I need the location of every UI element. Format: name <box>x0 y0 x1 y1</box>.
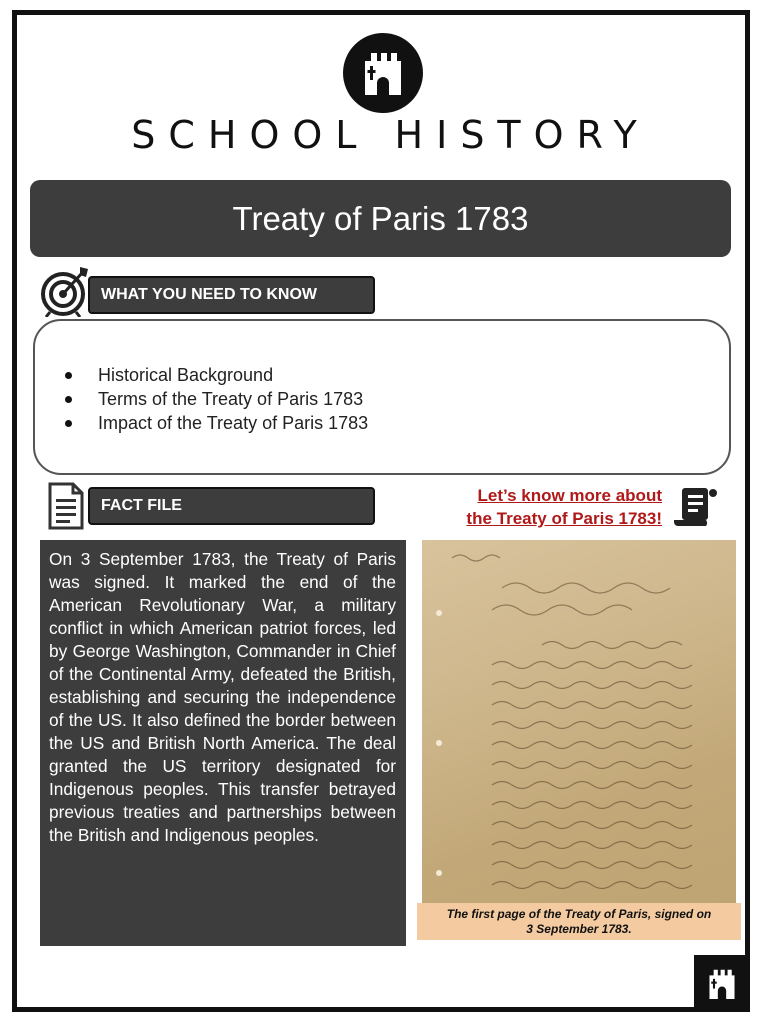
what-you-need-to-know-heading <box>88 276 375 314</box>
treaty-document-image <box>422 540 736 906</box>
footer-logo <box>694 955 750 1012</box>
learn-more-line2: the Treaty of Paris 1783! <box>466 509 662 528</box>
scroll-icon <box>672 486 718 528</box>
document-icon <box>47 481 85 531</box>
list-item: Terms of the Treaty of Paris 1783 <box>65 387 368 411</box>
list-item: Historical Background <box>65 363 368 387</box>
caption-line1: The first page of the Treaty of Paris, signed on <box>446 906 712 921</box>
castle-icon <box>361 49 405 95</box>
section-heading-label: FACT FILE <box>101 497 182 514</box>
page-title <box>30 180 731 257</box>
target-icon <box>40 265 90 317</box>
image-caption <box>417 903 741 940</box>
learn-more-link[interactable] <box>420 484 662 530</box>
need-to-know-box <box>33 319 731 475</box>
topic-list <box>65 363 368 435</box>
fact-file-text: On 3 September 1783, the Treaty of Paris was signed. It marked the end of the American Revolutionary War, a military conflict in which American patriot forces, led by George Washington, Commander in Chief of the Continental Army, defeated the British, establishing and securing the independence of the US. It also defined the border between the US and British North America. The deal granted the US territory designated for Indigenous peoples. This transfer betrayed previous treaties and partnerships between the British and Indigenous peoples. <box>40 540 406 946</box>
caption-line2: 3 September 1783. <box>526 921 632 936</box>
brand-name: SCHOOL HISTORY <box>131 113 650 157</box>
section-heading-label: WHAT YOU NEED TO KNOW <box>101 286 317 303</box>
handwriting-texture <box>422 540 736 906</box>
castle-icon <box>706 967 738 999</box>
learn-more-line1: Let’s know more about <box>477 486 662 505</box>
page-title-text: Treaty of Paris 1783 <box>232 199 529 237</box>
castle-logo <box>343 33 423 113</box>
list-item: Impact of the Treaty of Paris 1783 <box>65 411 368 435</box>
fact-file-heading <box>88 487 375 525</box>
